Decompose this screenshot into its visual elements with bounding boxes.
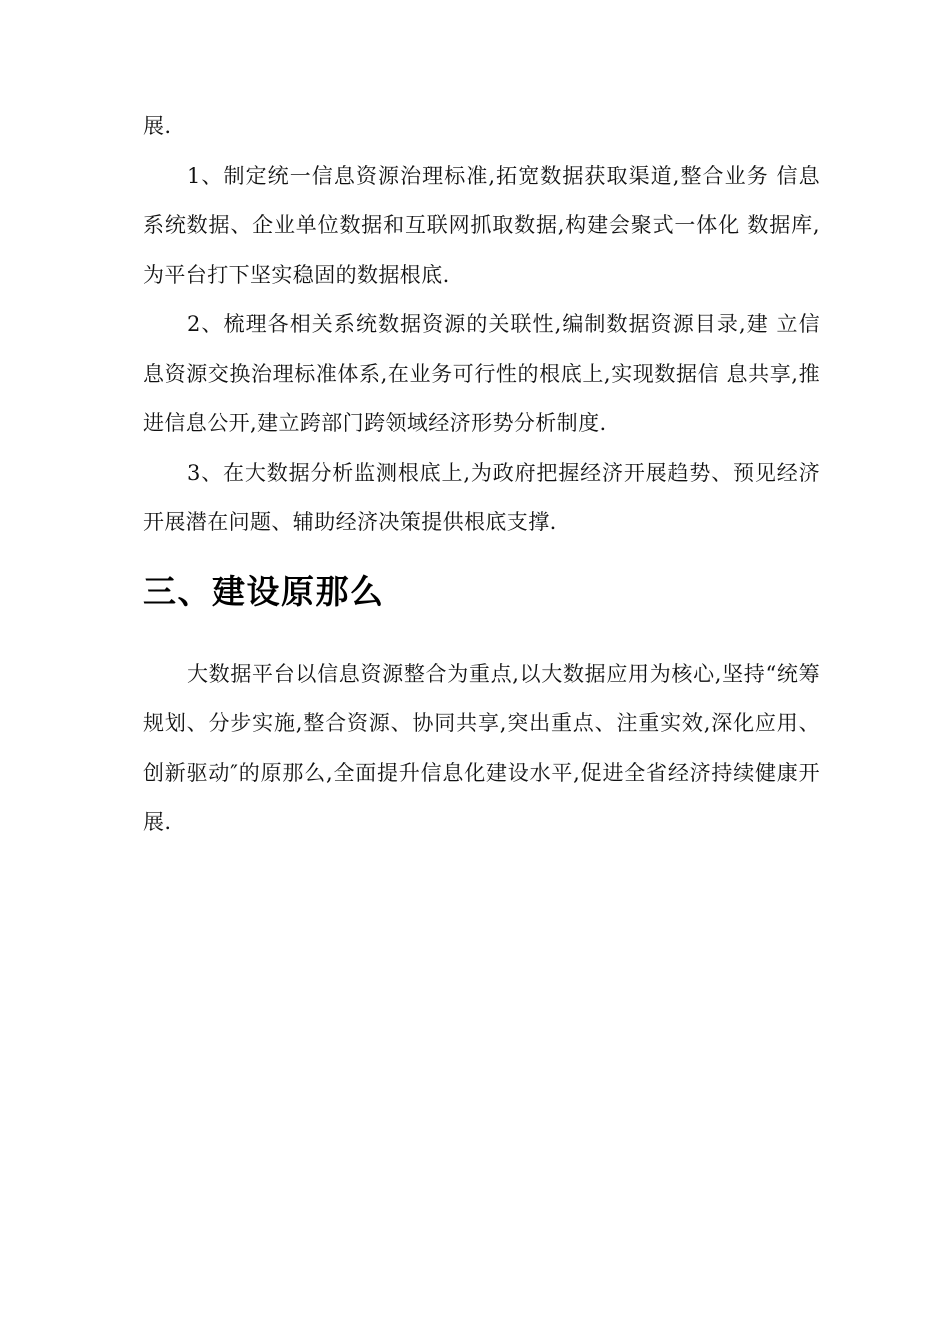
section-paragraph: 大数据平台以信息资源整合为重点,以大数据应用为核心,坚持“统筹规划、分步实施,整合资源、协同共享,突出重点、注重实效,深化应用、创新驱动″的原那么,全面提升信息化建设水平,促进全省经济持续健康开展. (143, 661, 820, 834)
list-item-2: 2、梳理各相关系统数据资源的关联性,编制数据资源目录,建 立信息资源交换治理标准体系,在业务可行性的根底上,实现数据信 息共享,推进信息公开,建立跨部门跨领域经济形势分析制度. (143, 312, 820, 435)
section-body (143, 650, 820, 848)
list-item-3: 3、在大数据分析监测根底上,为政府把握经济开展趋势、预见经济开展潜在问题、辅助经济决策提供根底支撑. (143, 460, 820, 534)
document-content (143, 102, 820, 848)
list-item-1: 1、制定统一信息资源治理标准,拓宽数据获取渠道,整合业务 信息系统数据、企业单位数据和互联网抓取数据,构建会聚式一体化 数据库,为平台打下坚实稳固的数据根底. (143, 163, 820, 287)
section-heading: 三、建设原那么 (143, 571, 385, 611)
continuation-text: 展. (143, 114, 172, 138)
